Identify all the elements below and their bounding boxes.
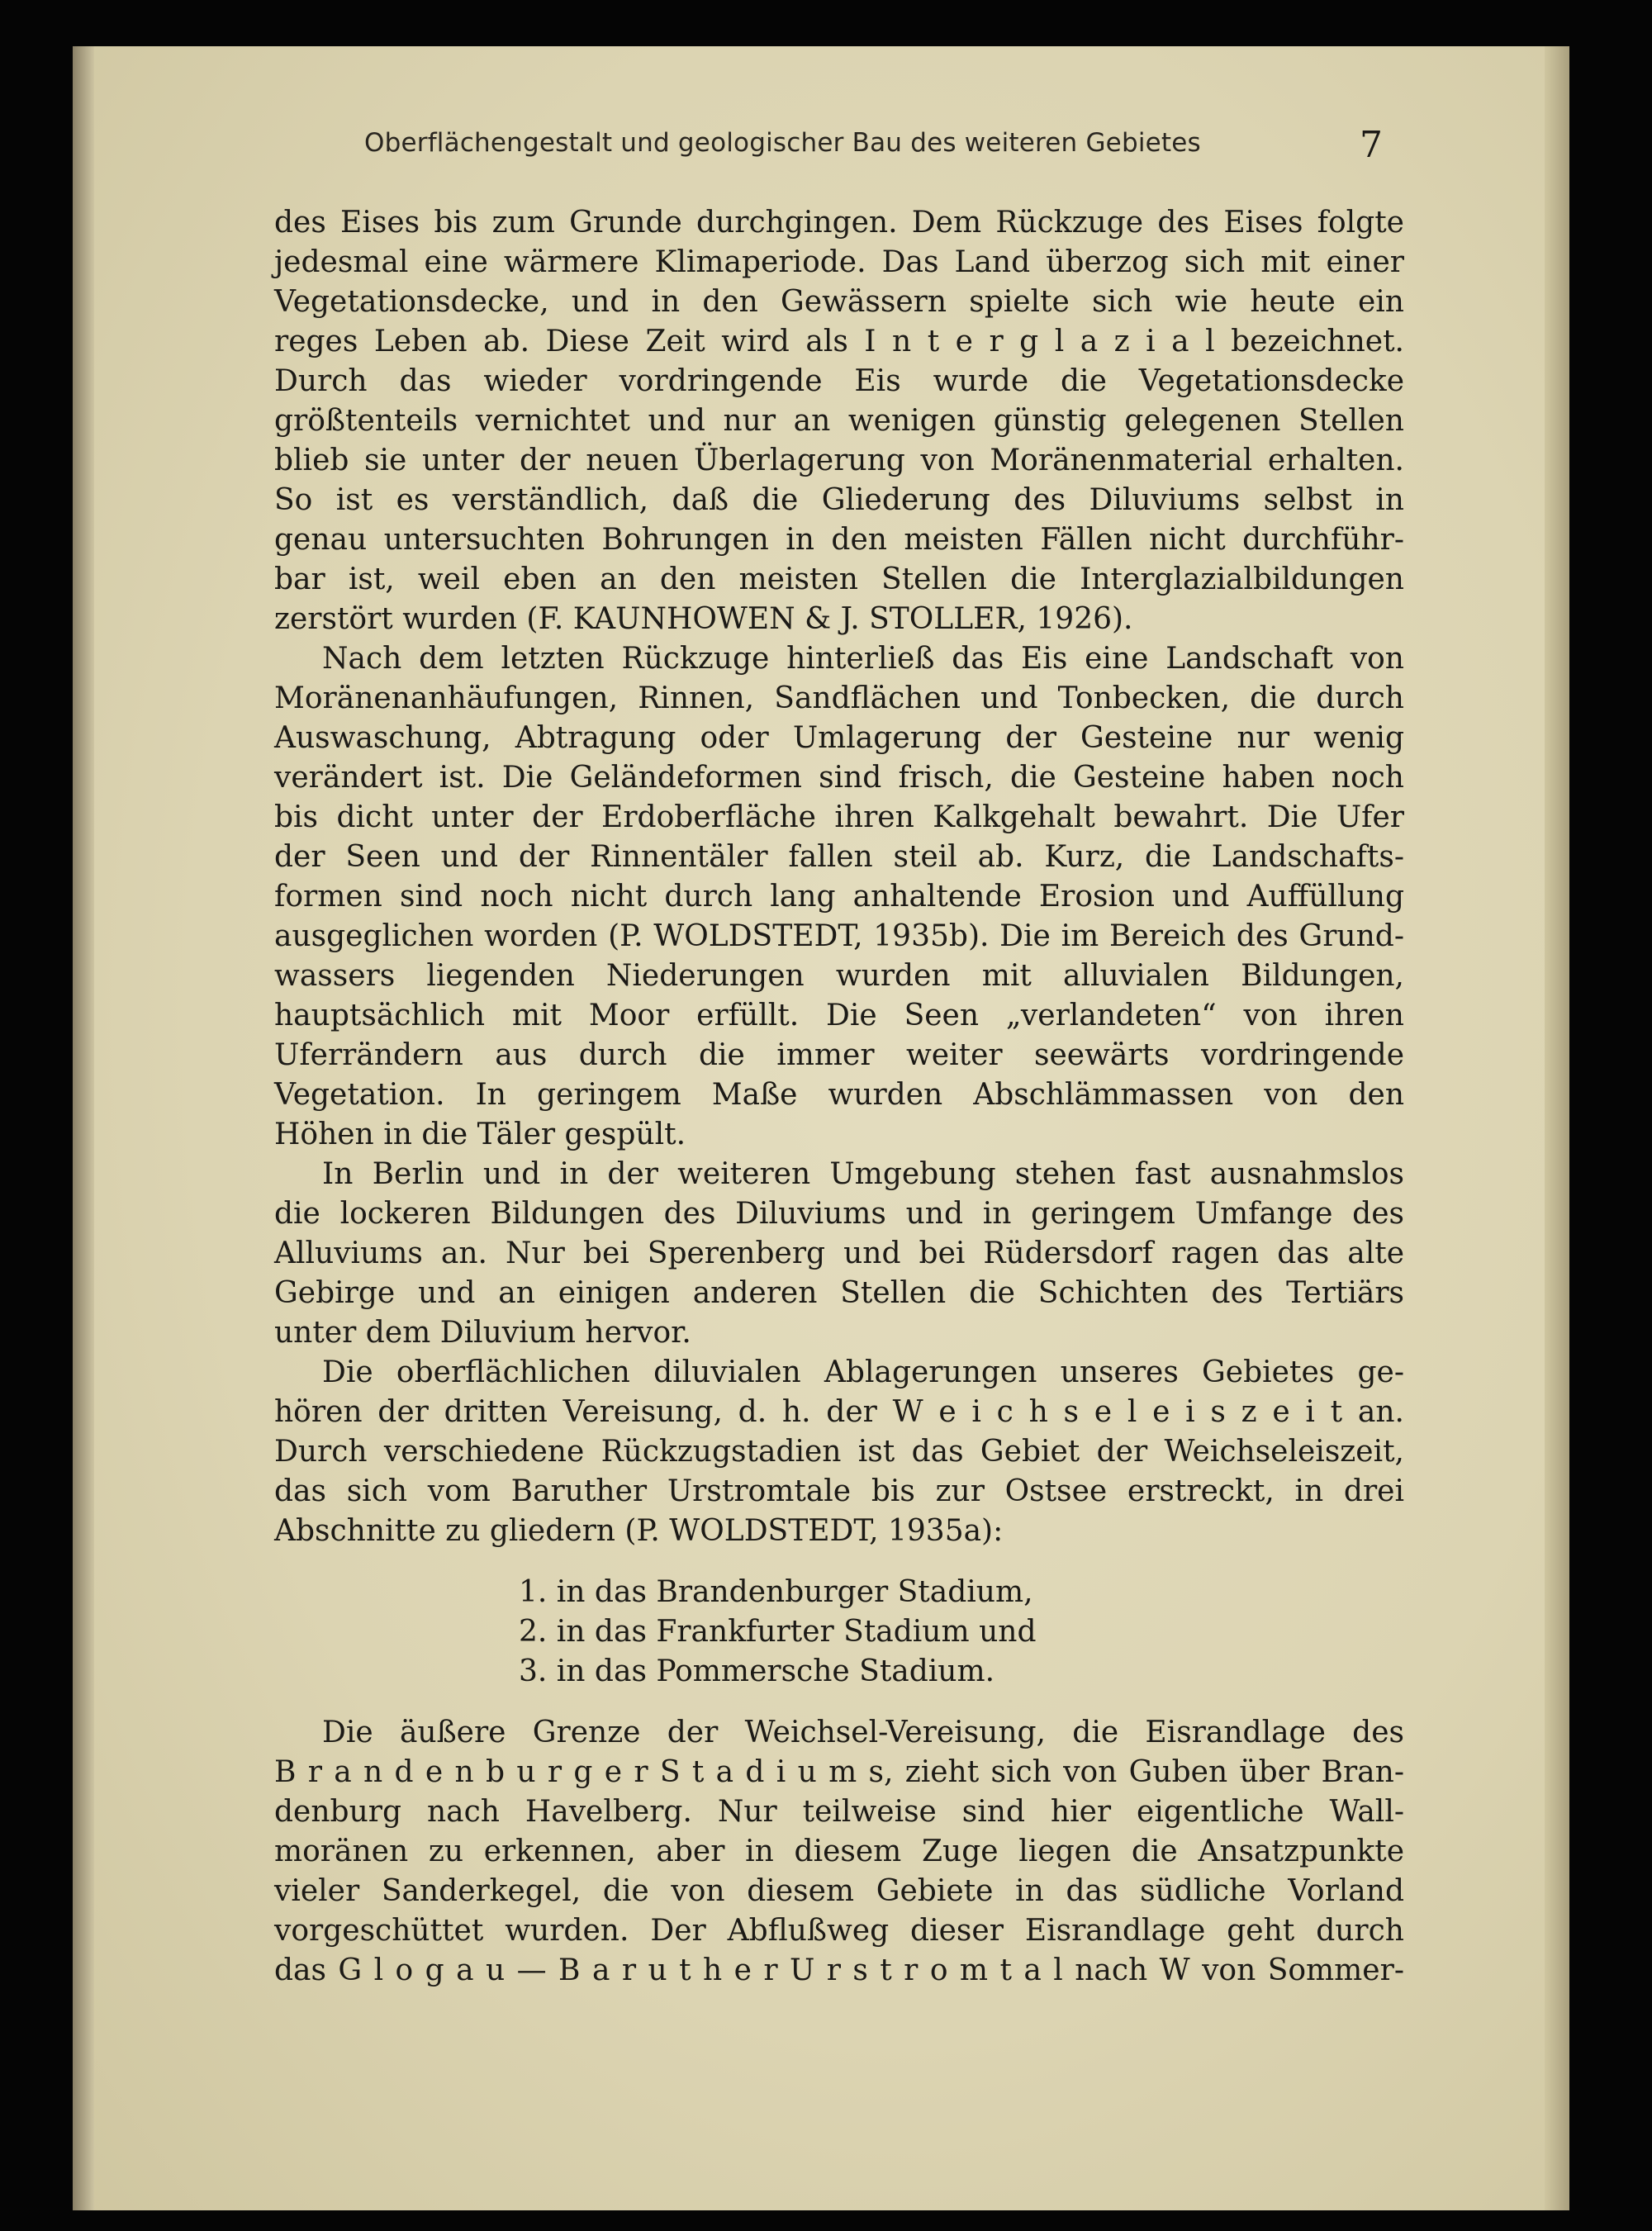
text-line: Durch verschiedene Rückzugstadien ist das Gebiet der Weichseleiszeit, (274, 1435, 1404, 1469)
text-line: Gebirge und an einigen anderen Stellen die Schichten des Tertiärs (274, 1276, 1404, 1310)
text-line: wassers liegenden Niederungen wurden mit alluvialen Bildungen, (274, 959, 1404, 993)
text-line: das G l o g a u — B a r u t h e r U r s t r o m t a l nach W von Sommer- (274, 1953, 1404, 1987)
text-line: Die äußere Grenze der Weichsel-Vereisung, die Eisrandlage des (322, 1716, 1404, 1749)
text-line: Moränenanhäufungen, Rinnen, Sandflächen und Tonbecken, die durch (274, 681, 1404, 715)
text-line: In Berlin und in der weiteren Umgebung stehen fast ausnahmslos (322, 1157, 1404, 1191)
text-line: reges Leben ab. Diese Zeit wird als I n t e r g l a z i a l bezeichnet. (274, 325, 1404, 358)
text-line: So ist es verständlich, daß die Gliederung des Diluviums selbst in (274, 483, 1404, 517)
text-line: Vegetation. In geringem Maße wurden Abschlämmassen von den (274, 1078, 1404, 1112)
text-line: moränen zu erkennen, aber in diesem Zuge liegen die Ansatzpunkte (274, 1835, 1404, 1868)
text-line: unter dem Diluvium hervor. (274, 1316, 691, 1350)
text-line: Vegetationsdecke, und in den Gewässern spielte sich wie heute ein (274, 285, 1404, 319)
text-line: hauptsächlich mit Moor erfüllt. Die Seen „verlandeten“ von ihren (274, 999, 1404, 1032)
text-line: bis dicht unter der Erdoberfläche ihren Kalkgehalt bewahrt. Die Ufer (274, 800, 1404, 834)
list-item: 1. in das Brandenburger Stadium, (519, 1575, 1033, 1609)
text-line: Abschnitte zu gliedern (P. WOLDSTEDT, 1935a): (274, 1514, 1004, 1548)
text-line: bar ist, weil eben an den meisten Stellen die Interglazialbildungen (274, 562, 1404, 596)
text-line: Uferrändern aus durch die immer weiter seewärts vordringende (274, 1038, 1404, 1072)
text-line: größtenteils vernichtet und nur an wenigen günstig gelegenen Stellen (274, 404, 1404, 438)
text-line: zerstört wurden (F. KAUNHOWEN & J. STOLLER, 1926). (274, 602, 1133, 636)
text-line: blieb sie unter der neuen Überlagerung von Moränenmaterial erhalten. (274, 444, 1404, 477)
text-line: Höhen in die Täler gespült. (274, 1118, 686, 1151)
text-line: vieler Sanderkegel, die von diesem Gebiete in das südliche Vorland (274, 1874, 1404, 1908)
text-line: Die oberflächlichen diluvialen Ablagerungen unseres Gebietes ge- (322, 1355, 1404, 1389)
text-line: Alluviums an. Nur bei Sperenberg und bei Rüdersdorf ragen das alte (274, 1237, 1404, 1270)
running-title: Oberflächengestalt und geologischer Bau des weiteren Gebietes (364, 128, 1201, 158)
text-line: Durch das wieder vordringende Eis wurde die Vegetationsdecke (274, 364, 1404, 398)
text-line: genau untersuchten Bohrungen in den meisten Fällen nicht durchführ- (274, 523, 1404, 557)
page-number: 7 (1360, 124, 1383, 166)
text-line: die lockeren Bildungen des Diluviums und in geringem Umfange des (274, 1197, 1404, 1231)
text-line: des Eises bis zum Grunde durchgingen. Dem Rückzuge des Eises folgte (274, 206, 1404, 240)
list-item: 2. in das Frankfurter Stadium und (519, 1615, 1037, 1649)
text-line: hören der dritten Vereisung, d. h. der W e i c h s e l e i s z e i t an. (274, 1395, 1404, 1429)
page-edge (1545, 46, 1569, 2210)
text-line: denburg nach Havelberg. Nur teilweise sind hier eigentliche Wall- (274, 1795, 1404, 1829)
text-line: das sich vom Baruther Urstromtale bis zur Ostsee erstreckt, in drei (274, 1474, 1404, 1508)
text-line: jedesmal eine wärmere Klimaperiode. Das Land überzog sich mit einer (274, 245, 1404, 279)
text-line: vorgeschüttet wurden. Der Abflußweg dieser Eisrandlage geht durch (274, 1914, 1404, 1948)
list-item: 3. in das Pommersche Stadium. (519, 1654, 995, 1688)
text-line: B r a n d e n b u r g e r S t a d i u m s, zieht sich von Guben über Bran- (274, 1755, 1404, 1789)
text-line: der Seen und der Rinnentäler fallen steil ab. Kurz, die Landschafts- (274, 840, 1404, 874)
text-line: verändert ist. Die Geländeformen sind frisch, die Gesteine haben noch (274, 761, 1404, 795)
page-gutter-shadow (73, 46, 94, 2210)
text-line: ausgeglichen worden (P. WOLDSTEDT, 1935b). Die im Bereich des Grund- (274, 919, 1404, 953)
text-line: Auswaschung, Abtragung oder Umlagerung der Gesteine nur wenig (274, 721, 1404, 755)
text-line: Nach dem letzten Rückzuge hinterließ das Eis eine Landschaft von (322, 642, 1404, 676)
text-line: formen sind noch nicht durch lang anhaltende Erosion und Auffüllung (274, 880, 1404, 914)
